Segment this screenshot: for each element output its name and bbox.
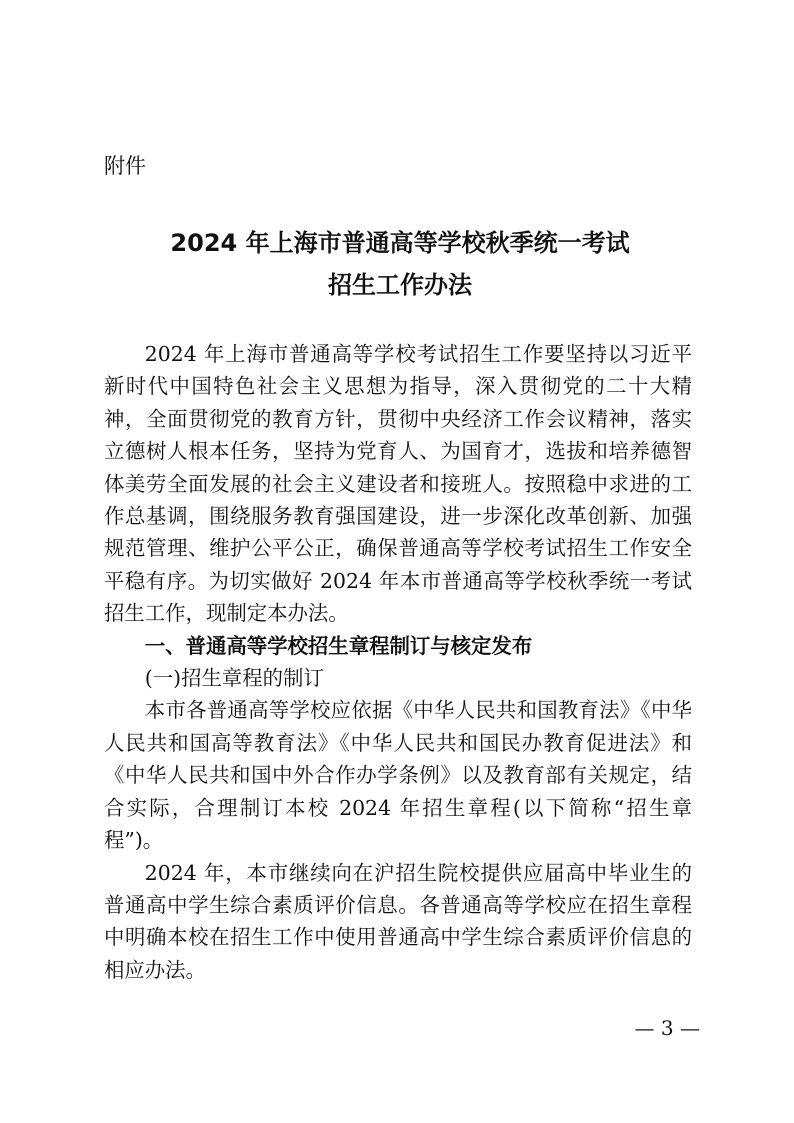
section-heading: 一、普通高等学校招生章程制订与核定发布 — [144, 633, 533, 658]
body-paragraph-2: 2024 年，本市继续向在沪招生院校提供应届高中毕业生的普通高中学生综合素质评价信息。各普通高等学校应在招生章程中明确本校在招生工作中使用普通高中学生综合素质评价信息的相应办法。 — [104, 860, 692, 982]
title-line-1: 2024 年上海市普通高等学校秋季统一考试 — [170, 229, 630, 257]
document-body — [104, 338, 692, 986]
subsection-heading: (一)招生章程的制订 — [144, 666, 324, 691]
title-line-2: 招生工作办法 — [328, 271, 472, 299]
body-paragraph-1: 本市各普通高等学校应依据《中华人民共和国教育法》《中华人民共和国高等教育法》《中华人民共和国民办教育促进法》和《中华人民共和国中外合作办学条例》以及教育部有关规定，结合实际，合理制订本校 2024 年招生章程(以下简称“招生章程”)。 — [104, 698, 692, 853]
page-number: — 3 — — [634, 1016, 700, 1040]
document-title — [100, 222, 700, 306]
attachment-label: 附件 — [104, 154, 146, 178]
intro-paragraph: 2024 年上海市普通高等学校考试招生工作要坚持以习近平新时代中国特色社会主义思想为指导，深入贯彻党的二十大精神，全面贯彻党的教育方针，贯彻中央经济工作会议精神，落实立德树人根本任务，坚持为党育人、为国育才，选拔和培养德智体美劳全面发展的社会主义建设者和接班人。按照稳中求进的工作总基调，围绕服务教育强国建设，进一步深化改革创新、加强规范管理、维护公平公正，确保普通高等学校考试招生工作安全平稳有序。为切实做好 2024 年本市普通高等学校秋季统一考试招生工作，现制定本办法。 — [104, 342, 692, 626]
